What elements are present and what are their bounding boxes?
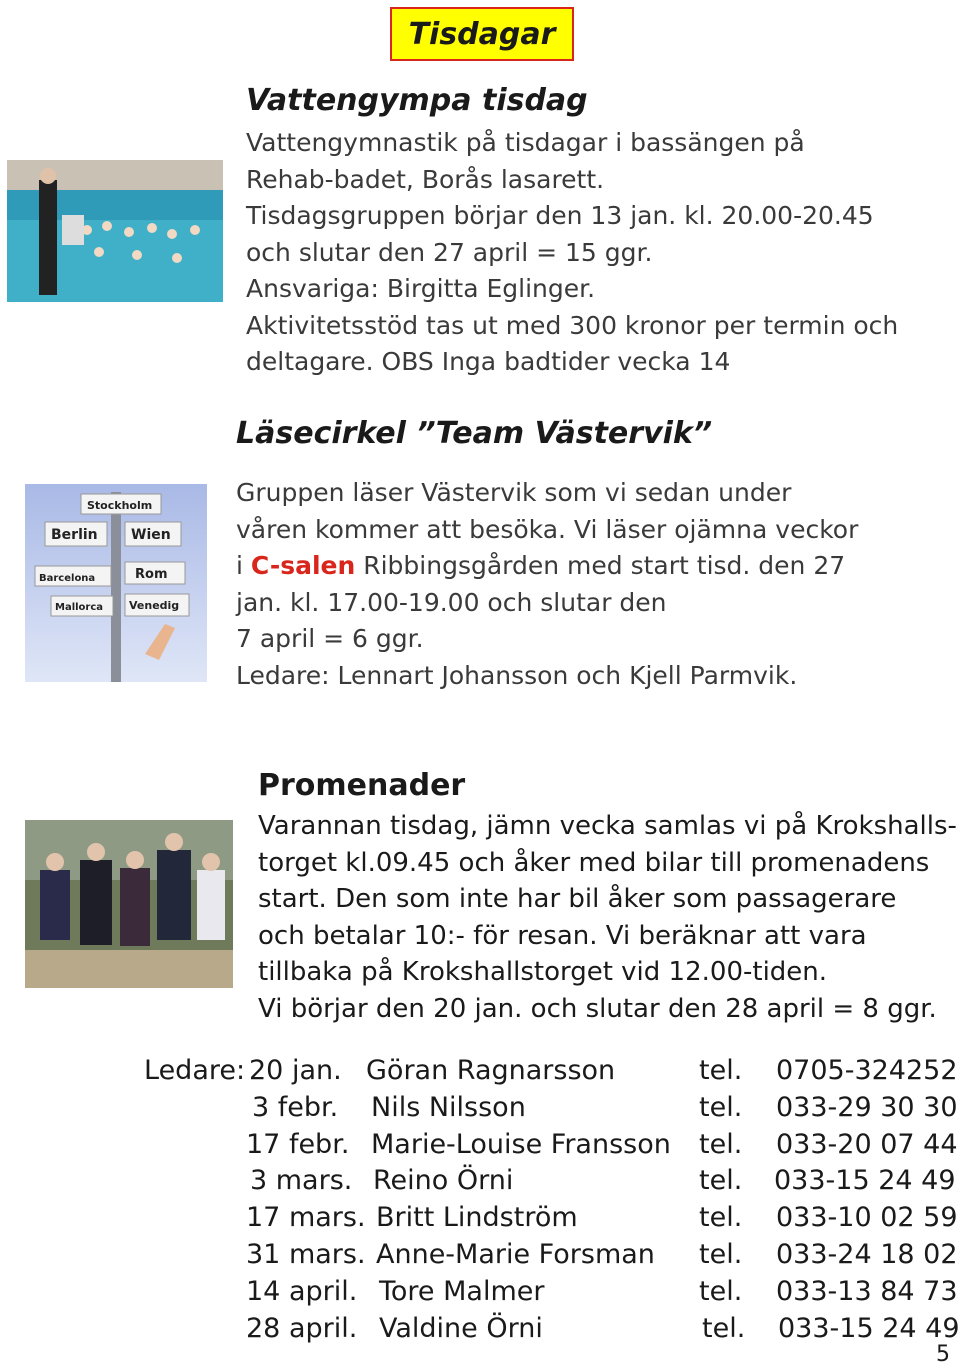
section-header-label: Tisdagar <box>408 16 556 52</box>
text-segment: Ribbingsgården med start tisd. den 27 <box>355 551 846 580</box>
tel-label: tel. <box>699 1275 743 1307</box>
leader-phone: 033-15 24 49 <box>778 1312 960 1344</box>
vattengympa-title: Vattengympa tisdag <box>246 83 588 118</box>
text-line: Vi börjar den 20 jan. och slutar den 28 april = 8 ggr. <box>258 993 937 1024</box>
text-line: start. Den som inte har bil åker som passagerare <box>258 884 897 914</box>
text-line: torget kl.09.45 och åker med bilar till promenadens <box>258 847 930 878</box>
text-line: Tisdagsgruppen börjar den 13 jan. kl. 20.00-20.45 <box>246 201 874 230</box>
text-line: Rehab-badet, Borås lasarett. <box>246 164 605 194</box>
tel-label: tel. <box>699 1202 743 1234</box>
text-line: Ansvariga: Birgitta Eglinger. <box>246 274 596 303</box>
vattengympa-text <box>246 125 898 381</box>
tel-label: tel. <box>699 1091 743 1123</box>
leader-name: Reino Örni <box>373 1165 514 1197</box>
text-line: Ledare: Lennart Johansson och Kjell Parmvik. <box>236 660 798 690</box>
text-line: deltagare. OBS Inga badtider vecka 14 <box>246 347 731 376</box>
leader-date: 28 april. <box>246 1312 358 1344</box>
leader-date: 20 jan. <box>249 1055 342 1086</box>
leader-name: Marie-Louise Fransson <box>371 1128 671 1160</box>
leader-name: Tore Malmer <box>379 1275 545 1307</box>
leader-date: 14 april. <box>246 1275 358 1307</box>
leader-phone: 033-15 24 49 <box>774 1165 956 1197</box>
leaders-label: Ledare: <box>144 1055 246 1086</box>
text-line: våren kommer att besöka. Vi läser ojämna veckor <box>236 514 859 544</box>
leader-date: 31 mars. <box>246 1238 366 1270</box>
leader-name: Valdine Örni <box>379 1312 543 1344</box>
text-line: Vattengymnastik på tisdagar i bassängen på <box>246 128 805 157</box>
leader-date: 17 febr. <box>246 1128 350 1160</box>
leader-name: Anne-Marie Forsman <box>376 1238 655 1270</box>
sign-text: Mallorca <box>55 602 104 613</box>
promenader-title: Promenader <box>258 768 466 803</box>
text-line: Varannan tisdag, jämn vecka samlas vi på Krokshalls- <box>258 811 957 841</box>
leader-phone: 033-24 18 02 <box>776 1238 958 1270</box>
text-line: och slutar den 27 april = 15 ggr. <box>246 237 653 267</box>
sign-text: Wien <box>131 527 171 543</box>
text-line: 7 april = 6 ggr. <box>236 624 424 653</box>
leader-phone: 033-10 02 59 <box>776 1202 958 1234</box>
text-line: jan. kl. 17.00-19.00 och slutar den <box>236 587 667 617</box>
sign-text: Berlin <box>51 527 98 543</box>
text-line: och betalar 10:- för resan. Vi beräknar att vara <box>258 920 867 951</box>
tel-label: tel. <box>699 1128 743 1160</box>
tel-label: tel. <box>699 1055 743 1086</box>
sign-text: Barcelona <box>39 573 96 584</box>
text-segment: i <box>236 551 251 580</box>
leader-phone: 033-29 30 30 <box>776 1091 958 1123</box>
leader-date: 3 mars. <box>250 1165 353 1197</box>
leader-name: Göran Ragnarsson <box>366 1055 616 1086</box>
highlighted-location: C-salen <box>250 551 356 580</box>
leader-phone: 033-13 84 73 <box>776 1275 958 1307</box>
tel-label: tel. <box>699 1165 743 1197</box>
leader-phone: 0705-324252 <box>776 1055 958 1086</box>
signpost-image <box>25 484 207 682</box>
leader-phone: 033-20 07 44 <box>776 1128 958 1160</box>
page-number: 5 <box>936 1342 950 1367</box>
section-header <box>390 7 574 61</box>
text-line: tillbaka på Krokshallstorget vid 12.00-tiden. <box>258 957 828 987</box>
pool-photo <box>7 160 223 302</box>
lasecirkel-title: Läsecirkel ”Team Västervik” <box>236 416 713 451</box>
text-line <box>236 548 858 585</box>
text-line: Aktivitetsstöd tas ut med 300 kronor per termin och <box>246 310 899 340</box>
leader-name: Nils Nilsson <box>371 1091 526 1123</box>
leader-date: 3 febr. <box>252 1091 339 1123</box>
text-line: Gruppen läser Västervik som vi sedan under <box>236 478 792 507</box>
leader-name: Britt Lindström <box>376 1202 578 1234</box>
sign-text: Venedig <box>129 599 180 612</box>
sign-text: Stockholm <box>87 499 153 512</box>
lasecirkel-text <box>236 475 858 694</box>
leader-date: 17 mars. <box>246 1202 366 1234</box>
walkers-photo <box>25 820 233 988</box>
promenader-text <box>258 808 957 1027</box>
tel-label: tel. <box>702 1312 746 1344</box>
sign-text: Rom <box>135 567 168 582</box>
tel-label: tel. <box>699 1238 743 1270</box>
